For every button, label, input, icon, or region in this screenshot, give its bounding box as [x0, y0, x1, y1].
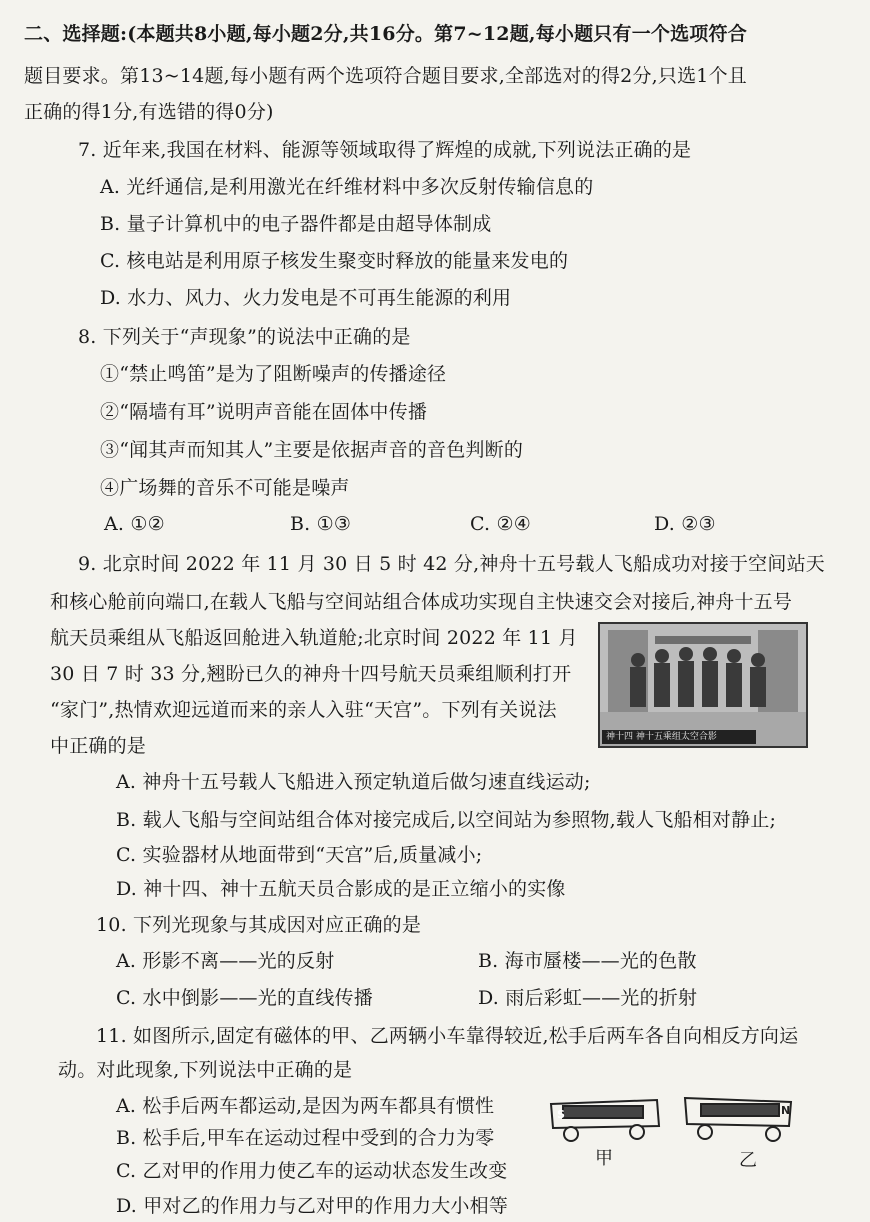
q11-option-a: A. 松手后两车都运动,是因为两车都具有惯性 [116, 1095, 495, 1117]
q11-option-b: B. 松手后,甲车在运动过程中受到的合力为零 [116, 1127, 495, 1149]
q8-option-b: B. ①③ [290, 513, 352, 535]
q8-statement-3: ③“闻其声而知其人”主要是依据声音的音色判断的 [100, 439, 524, 461]
q10-option-c: C. 水中倒影——光的直线传播 [116, 987, 373, 1009]
q9-line-2: 和核心舱前向端口,在载人飞船与空间站组合体成功实现自主快速交会对接后,神舟十五号 [50, 591, 793, 613]
q8-statement-2: ②“隔墙有耳”说明声音能在固体中传播 [100, 401, 428, 423]
q8-statement-4: ④广场舞的音乐不可能是噪声 [100, 477, 350, 499]
q9-line-6: 中正确的是 [50, 735, 147, 757]
q8-option-d: D. ②③ [654, 513, 716, 535]
q9-option-b: B. 载人飞船与空间站组合体对接完成后,以空间站为参照物,载人飞船相对静止; [116, 809, 777, 831]
q11-option-c: C. 乙对甲的作用力使乙车的运动状态发生改变 [116, 1160, 508, 1182]
q7-option-c: C. 核电站是利用原子核发生聚变时释放的能量来发电的 [100, 250, 569, 272]
q11-line-1: 11. 如图所示,固定有磁体的甲、乙两辆小车靠得较近,松手后两车各自向相反方向运 [96, 1025, 799, 1047]
q8-stem: 8. 下列关于“声现象”的说法中正确的是 [78, 326, 411, 348]
q9-line-4: 30 日 7 时 33 分,翘盼已久的神舟十四号航天员乘组顺利打开 [50, 663, 572, 685]
q9-option-a: A. 神舟十五号载人飞船进入预定轨道后做匀速直线运动; [116, 771, 591, 793]
q11-line-2: 动。对此现象,下列说法中正确的是 [58, 1059, 353, 1081]
q8-option-a: A. ①② [104, 513, 165, 535]
q7-option-d: D. 水力、风力、火力发电是不可再生能源的利用 [100, 287, 512, 309]
q9-line-1: 9. 北京时间 2022 年 11 月 30 日 5 时 42 分,神舟十五号载人飞船成功对接于空间站天 [78, 553, 825, 575]
magnet-label-s: S [557, 1108, 565, 1121]
section-heading-line-1: 二、选择题:(本题共8小题,每小题2分,共16分。第7~12题,每小题只有一个选项符合 [24, 23, 747, 45]
q9-line-3: 航天员乘组从飞船返回舱进入轨道舱;北京时间 2022 年 11 月 [50, 627, 578, 649]
carts-illustration [545, 1082, 815, 1152]
photo-caption: 神十四 神十五乘组太空合影 [602, 730, 756, 744]
cart-label-jia: 甲 [595, 1148, 613, 1169]
astronaut-group-photo [598, 622, 808, 748]
astronaut-photo-illustration [600, 624, 806, 746]
q11-option-d: D. 甲对乙的作用力与乙对甲的作用力大小相等 [116, 1195, 509, 1217]
q10-option-a: A. 形影不离——光的反射 [116, 950, 335, 972]
cart-yi [685, 1098, 791, 1141]
q8-option-c: C. ②④ [470, 513, 532, 535]
magnet-carts-figure [545, 1082, 815, 1177]
q9-line-5: “家门”,热情欢迎远道而来的亲人入驻“天宫”。下列有关说法 [50, 699, 557, 721]
q8-statement-1: ①“禁止鸣笛”是为了阻断噪声的传播途径 [100, 363, 447, 385]
magnet-label-n: N [781, 1104, 791, 1117]
q10-option-b: B. 海市蜃楼——光的色散 [478, 950, 697, 972]
q7-option-a: A. 光纤通信,是利用激光在纤维材料中多次反射传输信息的 [100, 176, 594, 198]
cart-jia [551, 1100, 659, 1141]
section-heading-line-3: 正确的得1分,有选错的得0分) [24, 101, 274, 123]
q10-stem: 10. 下列光现象与其成因对应正确的是 [96, 914, 422, 936]
q9-option-d: D. 神十四、神十五航天员合影成的是正立缩小的实像 [116, 878, 566, 900]
q9-option-c: C. 实验器材从地面带到“天宫”后,质量减小; [116, 844, 483, 866]
q10-option-d: D. 雨后彩虹——光的折射 [478, 987, 698, 1009]
cart-label-yi: 乙 [739, 1150, 757, 1171]
section-heading-line-2: 题目要求。第13~14题,每小题有两个选项符合题目要求,全部选对的得2分,只选1个且 [24, 65, 747, 87]
q7-option-b: B. 量子计算机中的电子器件都是由超导体制成 [100, 213, 492, 235]
q7-stem: 7. 近年来,我国在材料、能源等领域取得了辉煌的成就,下列说法正确的是 [78, 139, 692, 161]
